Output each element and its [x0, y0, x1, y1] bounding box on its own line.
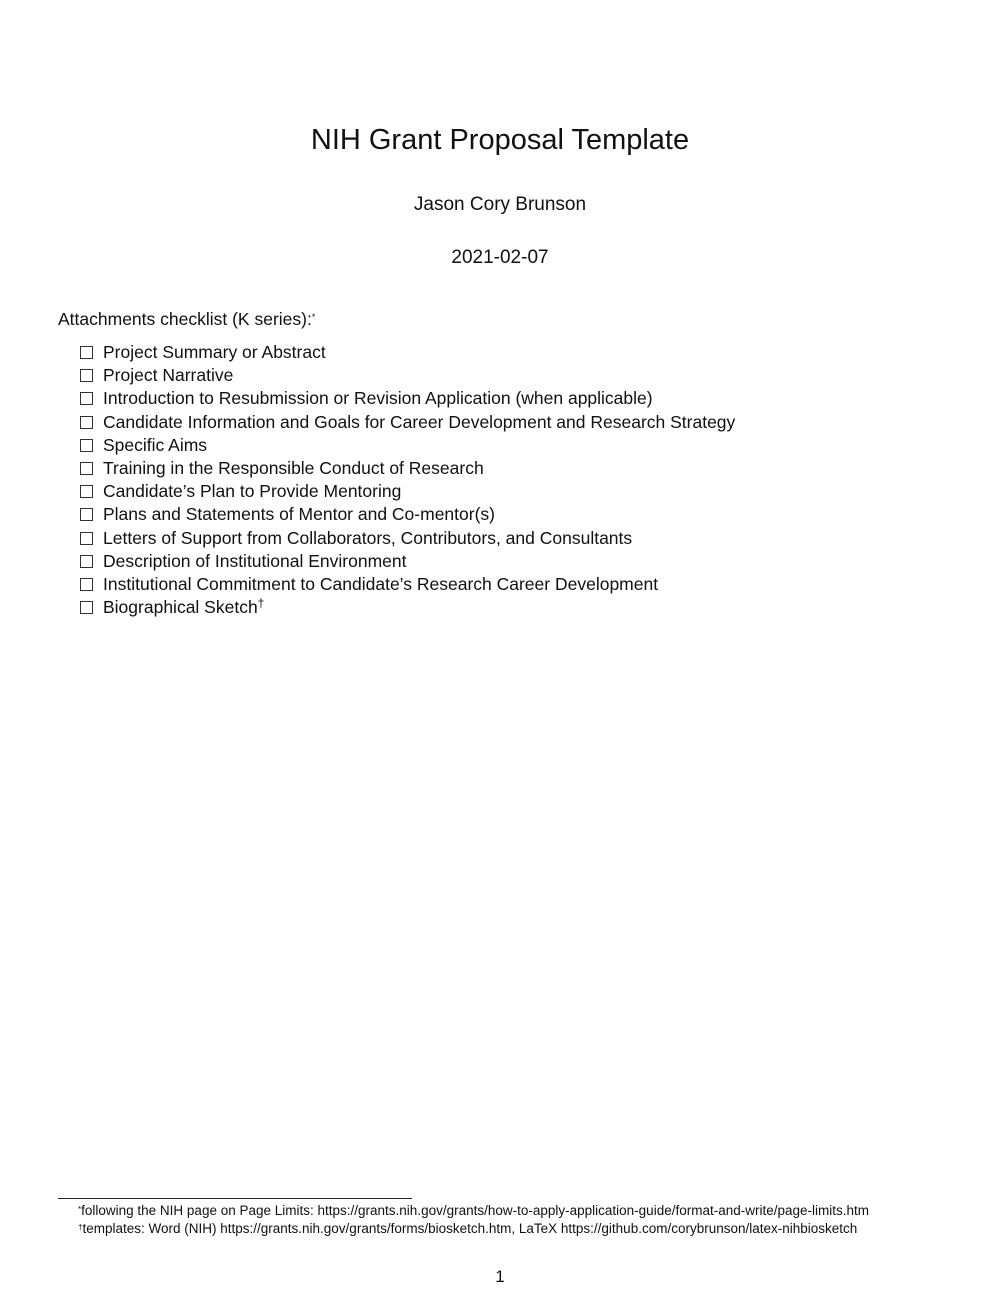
- checklist-item-label: Project Narrative: [103, 365, 234, 386]
- document-title: NIH Grant Proposal Template: [310, 124, 690, 156]
- checkbox-icon[interactable]: [80, 369, 93, 382]
- footnote-text: templates: Word (NIH) https://grants.nih.gov/grants/forms/biosketch.htm, LaTeX https://github.com/corybrunson/latex-nihbiosketch: [82, 1221, 858, 1236]
- checklist-item: [80, 434, 735, 457]
- document-date: 2021-02-07: [451, 247, 549, 268]
- checklist-item: [80, 341, 735, 364]
- checklist-item-label: Letters of Support from Collaborators, Contributors, and Consultants: [103, 527, 633, 548]
- page-number: 1: [495, 1267, 505, 1286]
- checkbox-icon[interactable]: [80, 601, 93, 614]
- checkbox-icon[interactable]: [80, 346, 93, 359]
- checklist-intro: [58, 307, 315, 331]
- checklist-item: [80, 480, 735, 503]
- checklist-item-label: Training in the Responsible Conduct of Research: [103, 457, 484, 478]
- checklist-item: [80, 364, 735, 387]
- checklist-item-label: Description of Institutional Environment: [103, 550, 407, 571]
- checklist-item-label: Candidate’s Plan to Provide Mentoring: [103, 481, 402, 502]
- checklist-item: [80, 387, 735, 410]
- checklist-item-label: Biographical Sketch: [103, 597, 258, 618]
- checkbox-icon[interactable]: [80, 485, 93, 498]
- footnote-rule: [58, 1198, 412, 1199]
- checklist-item-label: Introduction to Resubmission or Revision Application (when applicable): [103, 388, 653, 409]
- footnote-marker: *: [311, 312, 316, 322]
- checklist-item: [80, 457, 735, 480]
- footnote-mark: *: [78, 1205, 82, 1214]
- checklist-item: [80, 411, 735, 434]
- checkbox-icon[interactable]: [80, 392, 93, 405]
- checkbox-icon[interactable]: [80, 532, 93, 545]
- checkbox-icon[interactable]: [80, 439, 93, 452]
- attachments-checklist: [80, 341, 735, 619]
- checklist-item-label: Project Summary or Abstract: [103, 342, 326, 362]
- checklist-item: [80, 550, 735, 573]
- checklist-item: [80, 503, 735, 526]
- checkbox-icon[interactable]: [80, 555, 93, 568]
- document-author: Jason Cory Brunson: [413, 194, 587, 215]
- checkbox-icon[interactable]: [80, 416, 93, 429]
- checklist-intro-text: Attachments checklist (K series):: [58, 309, 312, 329]
- checklist-item-label: Specific Aims: [103, 434, 208, 455]
- checklist-item-label: Institutional Commitment to Candidate’s Research Career Development: [103, 573, 659, 594]
- footnote-marker: †: [257, 596, 265, 611]
- footnote: [78, 1202, 869, 1220]
- checklist-item: [80, 527, 735, 550]
- footnote: [78, 1220, 869, 1238]
- checkbox-icon[interactable]: [80, 462, 93, 475]
- footnotes: [78, 1202, 869, 1238]
- checklist-item-label: Plans and Statements of Mentor and Co-mentor(s): [103, 504, 495, 525]
- checkbox-icon[interactable]: [80, 508, 93, 521]
- checklist-item: [80, 573, 735, 596]
- footnote-mark: †: [78, 1223, 83, 1232]
- footnote-text: following the NIH page on Page Limits: https://grants.nih.gov/grants/how-to-apply-application-guide/format-and-write/page-limits.htm: [81, 1203, 870, 1218]
- checkbox-icon[interactable]: [80, 578, 93, 591]
- checklist-item: [80, 596, 735, 619]
- checklist-item-label: Candidate Information and Goals for Career Development and Research Strategy: [103, 411, 736, 432]
